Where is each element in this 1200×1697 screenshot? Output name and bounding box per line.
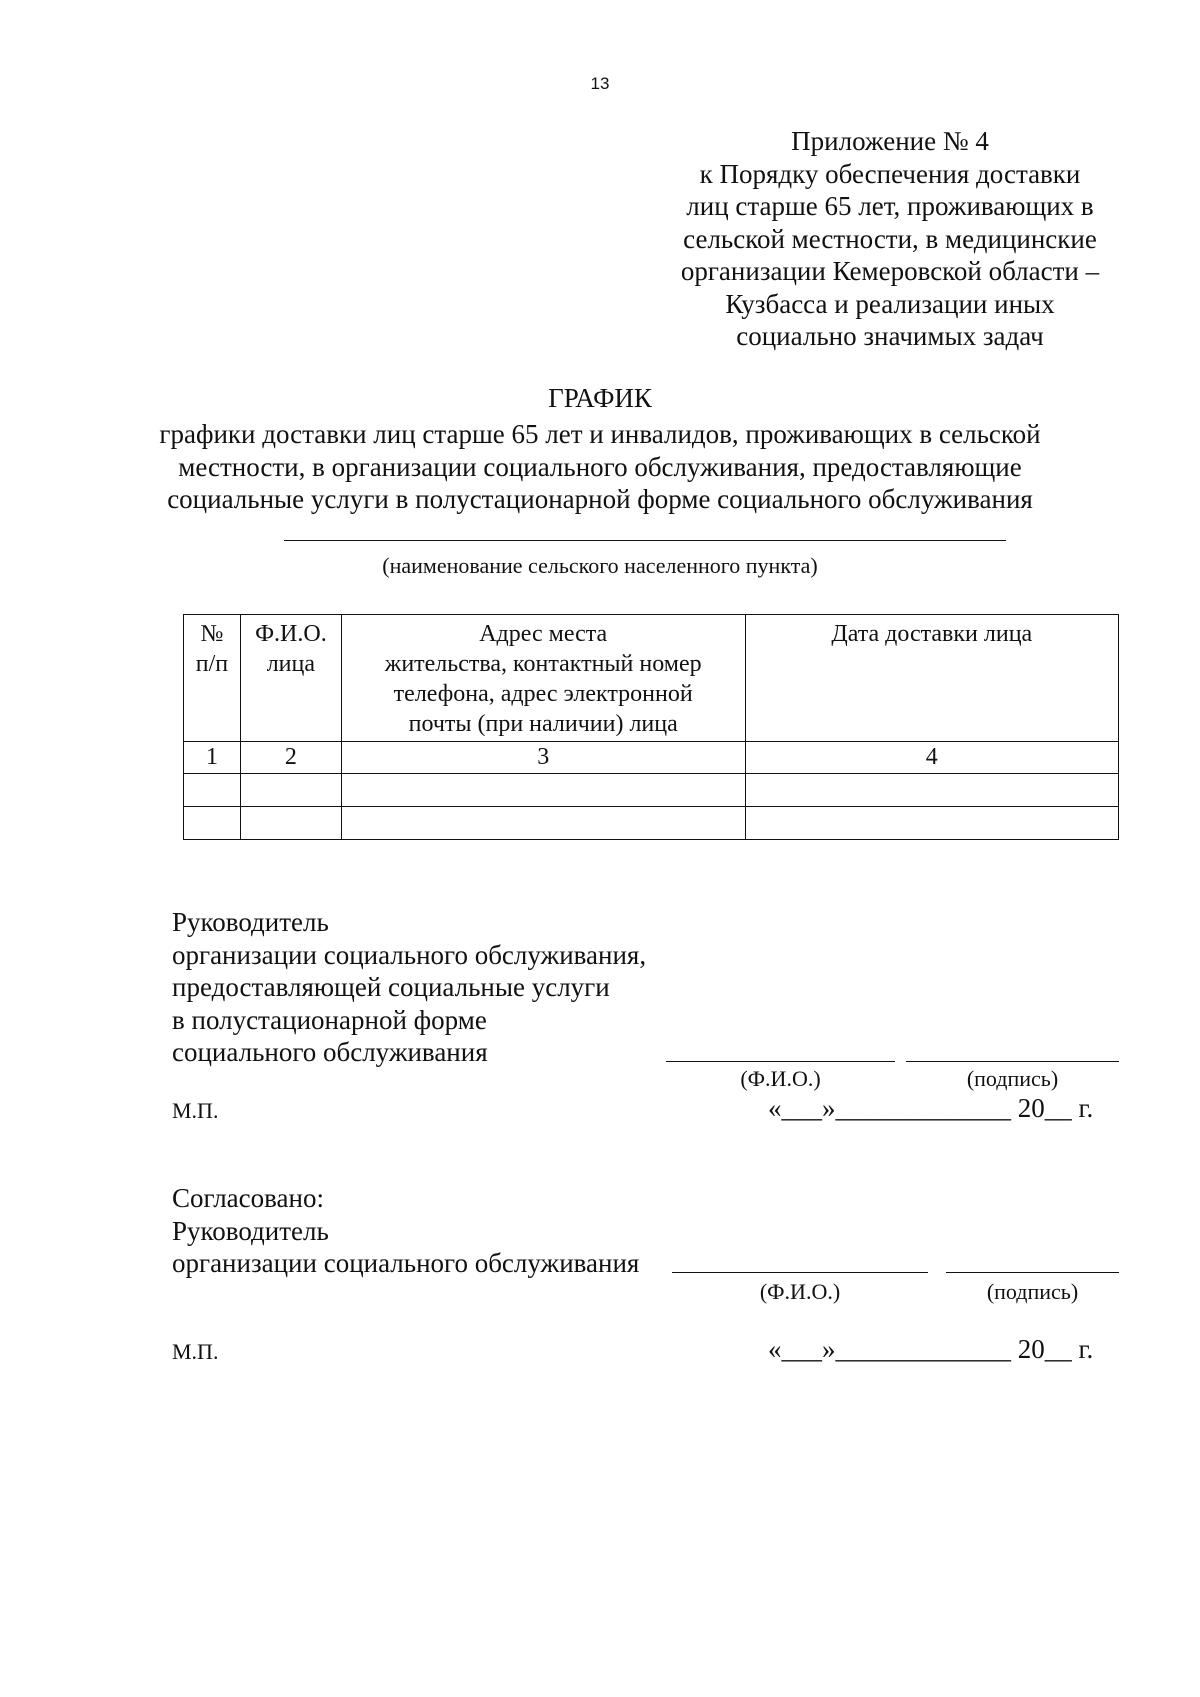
header-address: Адрес места жительства, контактный номер телефона, адрес электронной почты (при наличии) лица — [341, 615, 745, 742]
date-field[interactable]: «___»_____________ 20__ г. — [768, 1334, 1094, 1364]
appendix-header — [660, 125, 1120, 353]
subtitle-line: социальные услуги в полустационарной форме социального обслуживания — [167, 484, 1033, 514]
date-field[interactable]: «___»_____________ 20__ г. — [768, 1093, 1094, 1123]
document-subtitle — [100, 418, 1100, 516]
signature-text-line: Руководитель — [172, 907, 329, 937]
column-number: 3 — [341, 742, 745, 774]
table-cell[interactable] — [341, 774, 745, 807]
stamp-place-label: М.П. — [172, 1098, 219, 1123]
signature-caption: (подпись) — [986, 1279, 1079, 1304]
table-number-row — [184, 742, 1119, 774]
table-row — [184, 774, 1119, 807]
signature-text-line: организации социального обслуживания, — [172, 939, 647, 970]
table-row — [184, 807, 1119, 840]
table-cell[interactable] — [745, 807, 1118, 840]
column-number: 2 — [240, 742, 341, 774]
fio-caption: (Ф.И.О.) — [759, 1279, 841, 1304]
signature-line[interactable] — [946, 1272, 1119, 1273]
delivery-schedule-table — [183, 614, 1119, 840]
signature-line[interactable] — [906, 1061, 1119, 1062]
subtitle-line: местности, в организации социального обслуживания, предоставляющие — [178, 451, 1022, 482]
column-number: 1 — [184, 742, 241, 774]
signature-text-line: Руководитель — [172, 1215, 329, 1246]
settlement-caption: (наименование сельского населенного пункта) — [382, 553, 818, 578]
table-cell[interactable] — [341, 807, 745, 840]
fio-line[interactable] — [672, 1272, 928, 1273]
appendix-line: Приложение № 4 — [791, 126, 989, 156]
approval-signature-block — [172, 1182, 639, 1280]
table-cell[interactable] — [184, 807, 241, 840]
appendix-line: к Порядку обеспечения доставки — [699, 158, 1081, 189]
header-fio: Ф.И.О. лица — [240, 615, 341, 742]
signature-text-line: социального обслуживания — [172, 1037, 488, 1067]
table-cell[interactable] — [745, 774, 1118, 807]
head-signature-block — [172, 906, 646, 1069]
signature-text-line: организации социального обслуживания — [172, 1248, 640, 1278]
table-cell[interactable] — [240, 774, 341, 807]
table-cell[interactable] — [184, 774, 241, 807]
document-title: ГРАФИК — [548, 383, 652, 413]
signature-text-line: в полустационарной форме — [172, 1004, 487, 1035]
signature-text-line: предоставляющей социальные услуги — [172, 972, 610, 1002]
header-delivery-date: Дата доставки лица — [745, 615, 1118, 742]
column-number: 4 — [745, 742, 1118, 774]
table-header-row — [184, 615, 1119, 742]
stamp-place-label: М.П. — [172, 1339, 219, 1364]
appendix-line: сельской местности, в медицинские — [683, 223, 1097, 254]
settlement-name-line[interactable] — [284, 540, 1006, 541]
header-number: № п/п — [184, 615, 241, 742]
appendix-line: лиц старше 65 лет, проживающих в — [686, 191, 1094, 221]
table-cell[interactable] — [240, 807, 341, 840]
page-number: 13 — [590, 74, 610, 93]
fio-line[interactable] — [666, 1061, 895, 1062]
signature-caption: (подпись) — [966, 1066, 1059, 1091]
appendix-line: Кузбасса и реализации иных — [725, 288, 1055, 319]
appendix-line: социально значимых задач — [736, 321, 1044, 351]
signature-text-line: Согласовано: — [172, 1183, 324, 1213]
subtitle-line: графики доставки лиц старше 65 лет и инвалидов, проживающих в сельской — [159, 419, 1041, 449]
appendix-line: организации Кемеровской области – — [680, 256, 1100, 286]
fio-caption: (Ф.И.О.) — [740, 1066, 821, 1091]
